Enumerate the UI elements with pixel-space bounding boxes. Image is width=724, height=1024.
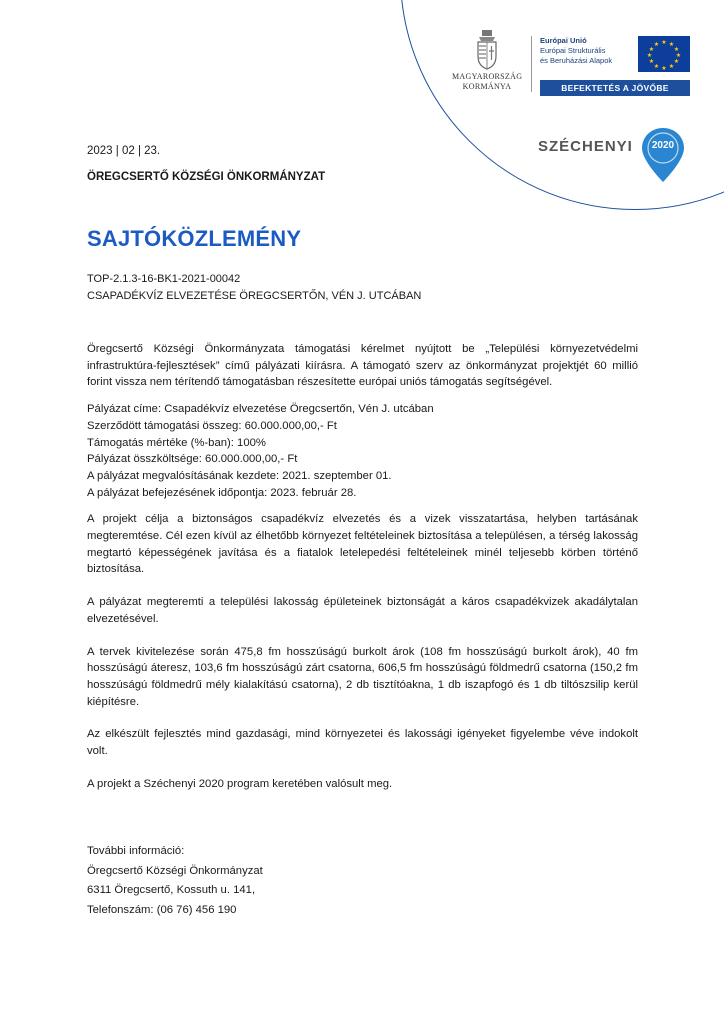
eu-flag-icon bbox=[638, 36, 690, 72]
reference-block bbox=[87, 271, 421, 305]
contact-heading: További információ: bbox=[87, 845, 185, 857]
contact-address: 6311 Öregcsertő, Kossuth u. 141, bbox=[87, 884, 256, 896]
detail-line: Szerződött támogatási összeg: 60.000.000,00,- Ft bbox=[87, 419, 337, 432]
detail-line: Pályázat összköltsége: 60.000.000,00,- Ft bbox=[87, 453, 298, 466]
project-details bbox=[87, 401, 638, 501]
eu-title: Európai Unió bbox=[540, 36, 587, 45]
svg-text:★: ★ bbox=[646, 52, 653, 59]
szechenyi-name: SZÉCHENYI bbox=[538, 138, 633, 155]
justification-paragraph: Az elkészült fejlesztés mind gazdasági, mind környezetei és lakossági igényeket figyelembe véve indokolt volt. bbox=[87, 728, 638, 758]
eu-logo bbox=[540, 36, 690, 93]
intro-paragraph: Öregcsertő Községi Önkormányzata támogatási kérelmet nyújtott be „Települési környezetvédelmi infrastruktúra-fejlesztések” című pályázati kiírásra. A támogató szerv az önkormányzat projektjét 60 millió forint vissza nem térítendő támogatásban részesítette európai uniós támogatás segítségével. bbox=[87, 343, 638, 389]
svg-text:★: ★ bbox=[648, 58, 655, 65]
svg-text:★: ★ bbox=[653, 63, 660, 70]
contact-phone: Telefonszám: (06 76) 456 190 bbox=[87, 903, 237, 916]
svg-text:★: ★ bbox=[675, 52, 682, 59]
contact-block bbox=[87, 842, 263, 920]
eu-line3: és Beruházási Alapok bbox=[540, 56, 613, 65]
svg-text:★: ★ bbox=[673, 46, 680, 53]
location-pin-icon bbox=[640, 126, 686, 184]
goal-paragraph: A projekt célja a biztonságos csapadékvíz elvezetés és a vizek visszatartása, helyben tartásának megteremtése. Cél ezen kívül az élhetőbb környezet feltételeinek biztosítása a településen, a térség lakosság megtartó képességének javítása és a fiatalok letelepedési feltételeinek minél teljesebb körben történő biztosítása. bbox=[87, 513, 638, 576]
svg-text:★: ★ bbox=[648, 46, 655, 53]
svg-text:★: ★ bbox=[668, 63, 675, 70]
contact-name: Öregcsertő Községi Önkormányzat bbox=[87, 864, 263, 877]
page-title: SAJTÓKÖZLEMÉNY bbox=[87, 226, 302, 251]
works-paragraph: A tervek kivitelezése során 475,8 fm hosszúságú burkolt árok (108 fm hosszúságú burkolt árok), 40 fm hosszúságú áteresz, 103,6 fm hosszúságú zárt csatorna, 606,5 fm hosszúságú földmedrű csatorna (150,2 fm hosszúságú földmedrű mély kialakítású csatorna), 2 db tisztítóakna, 1 db iszapfogó és 1 db tiltószsilip kerül kiépítésre. bbox=[87, 645, 638, 708]
svg-text:★: ★ bbox=[668, 41, 675, 48]
eu-line2: Európai Strukturális bbox=[540, 46, 606, 55]
detail-line: Pályázat címe: Csapadékvíz elvezetése Öregcsertőn, Vén J. utcában bbox=[87, 403, 434, 416]
detail-line: A pályázat befejezésének időpontja: 2023. február 28. bbox=[87, 486, 357, 499]
detail-line: A pályázat megvalósításának kezdete: 2021. szeptember 01. bbox=[87, 469, 392, 482]
reference-title: CSAPADÉKVÍZ ELVEZETÉSE ÖREGCSERTŐN, VÉN J. UTCÁBAN bbox=[87, 290, 422, 302]
svg-text:★: ★ bbox=[661, 39, 667, 46]
body-text bbox=[87, 341, 638, 792]
government-logo bbox=[452, 30, 522, 92]
szechenyi-year: 2020 bbox=[651, 140, 675, 151]
reference-code: TOP-2.1.3-16-BK1-2021-00042 bbox=[87, 273, 241, 285]
eu-slogan-banner: BEFEKTETÉS A JÖVŐBE bbox=[540, 80, 690, 96]
government-name-line1: MAGYARORSZÁG bbox=[452, 72, 523, 81]
svg-text:★: ★ bbox=[661, 65, 667, 72]
government-name-line2: KORMÁNYA bbox=[462, 82, 512, 91]
hungarian-coat-of-arms-icon bbox=[474, 30, 500, 70]
detail-line: Támogatás mértéke (%-ban): 100% bbox=[87, 436, 266, 449]
logo-divider bbox=[531, 36, 532, 92]
svg-text:★: ★ bbox=[673, 58, 680, 65]
document-date: 2023 | 02 | 23. bbox=[87, 145, 161, 157]
svg-text:★: ★ bbox=[653, 41, 660, 48]
organization-name: ÖREGCSERTŐ KÖZSÉGI ÖNKORMÁNYZAT bbox=[87, 171, 326, 183]
safety-paragraph: A pályázat megteremti a települési lakosság épületeinek biztonságát a káros csapadékvizek akadálytalan elvezetésével. bbox=[87, 596, 638, 625]
program-paragraph: A projekt a Széchenyi 2020 program keretében valósult meg. bbox=[87, 777, 393, 790]
